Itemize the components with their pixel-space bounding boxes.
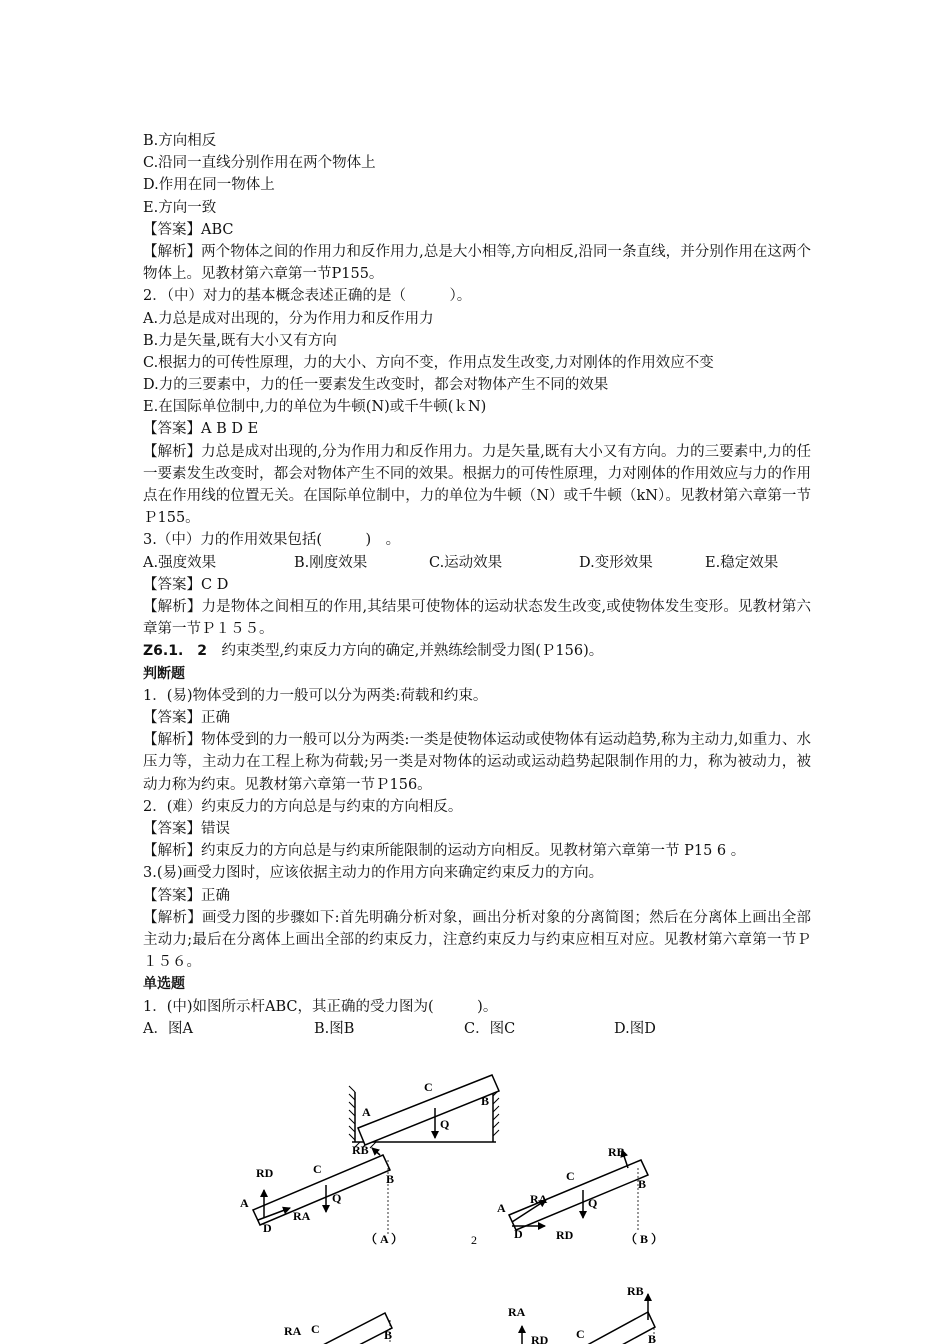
explanation-paragraph: 【解析】物体受到的力一般可以分为两类:一类是使物体运动或使物体有运动趋势,称为主动力,如重力、水压力等，主动力在工程上称为荷载;另一类是对物体的运动或运动趋势起限制作用的力，称为被动力，被动力称为约束。见教材第六章第一节Ｐ156。 bbox=[143, 732, 811, 793]
label: RA bbox=[530, 1192, 548, 1206]
diagram-b bbox=[497, 1145, 663, 1246]
label: RD bbox=[256, 1166, 274, 1180]
diagram-c bbox=[284, 1313, 392, 1344]
label: RD bbox=[531, 1333, 549, 1344]
caption: （ A ） bbox=[365, 1232, 404, 1246]
option-line: E.在国际单位制中,力的单位为牛顿(N)或千牛顿(ｋN) bbox=[143, 399, 487, 416]
question-line: 3.(易)画受力图时，应该依据主动力的作用方向来确定约束反力的方向。 bbox=[143, 865, 604, 882]
label: RB bbox=[608, 1145, 625, 1159]
label: RD bbox=[556, 1228, 574, 1242]
caption: （ B ） bbox=[625, 1232, 664, 1246]
question-line: 1．(易)物体受到的力一般可以分为两类:荷载和约束。 bbox=[143, 687, 488, 704]
option-c: C.运动效果 bbox=[429, 554, 503, 571]
label: Q bbox=[588, 1196, 598, 1210]
explanation-paragraph: 【解析】两个物体之间的作用力和反作用力,总是大小相等,方向相反,沿同一条直线，并分别作用在这两个物体上。见教材第六章第一节P155。 bbox=[143, 243, 811, 283]
diagram-d bbox=[508, 1284, 656, 1344]
label: RA bbox=[508, 1305, 526, 1319]
option-b: B.刚度效果 bbox=[294, 554, 368, 571]
label: C bbox=[313, 1162, 322, 1176]
option-line: E.方向一致 bbox=[143, 199, 217, 216]
option-c: C．图C bbox=[464, 1020, 516, 1037]
label: RB bbox=[627, 1284, 644, 1298]
label: B bbox=[648, 1332, 657, 1344]
answer-line: 【答案】C D bbox=[143, 576, 229, 593]
figure-number: 2 bbox=[471, 1233, 477, 1247]
option-line: B.力是矢量,既有大小又有方向 bbox=[143, 332, 337, 349]
option-line: C.沿同一直线分别作用在两个物体上 bbox=[143, 155, 376, 172]
option-e: E.稳定效果 bbox=[705, 554, 779, 571]
option-line: B.方向相反 bbox=[143, 133, 217, 149]
label: RA bbox=[293, 1209, 311, 1223]
label: Q bbox=[440, 1117, 450, 1131]
label: C bbox=[566, 1169, 575, 1183]
answer-line: 【答案】正确 bbox=[143, 887, 230, 904]
original-structure bbox=[349, 1075, 499, 1148]
label: B bbox=[481, 1094, 490, 1108]
label: B bbox=[638, 1177, 647, 1191]
question-line: 2．（中）对力的基本概念表述正确的是（ ）。 bbox=[143, 288, 472, 305]
explanation-paragraph: 【解析】画受力图的步骤如下:首先明确分析对象，画出分析对象的分离简图；然后在分离体上画出全部主动力;最后在分离体上画出全部的约束反力，注意约束反力与约束应相互对应。见教材第六章第一节Ｐ１５６。 bbox=[143, 909, 811, 971]
diagram-a bbox=[240, 1143, 403, 1246]
question-line: 2．(难）约束反力的方向总是与约束的方向相反。 bbox=[143, 798, 463, 815]
label: B bbox=[384, 1328, 393, 1342]
label: A bbox=[362, 1105, 371, 1119]
judge-heading: 判断题 bbox=[143, 665, 185, 682]
option-line: D.力的三要素中，力的任一要素发生改变时，都会对物体产生不同的效果 bbox=[143, 377, 609, 394]
answer-line: 【答案】错误 bbox=[143, 820, 230, 837]
label: Q bbox=[332, 1191, 342, 1205]
label: RB bbox=[352, 1143, 369, 1157]
label: C bbox=[424, 1080, 433, 1094]
label: C bbox=[576, 1327, 585, 1341]
option-line: C.根据力的可传性原理，力的大小、方向不变，作用点发生改变,力对刚体的作用效应不变 bbox=[143, 354, 714, 371]
label: B bbox=[386, 1172, 395, 1186]
single-choice-heading: 单选题 bbox=[143, 976, 185, 993]
section-code: Z6.1. 2 bbox=[143, 643, 208, 660]
explanation-paragraph: 【解析】力总是成对出现的,分为作用力和反作用力。力是矢量,既有大小又有方向。力的三要素中,力的任一要素发生改变时，都会对物体产生不同的效果。根据力的可传性原理，力对刚体的作用效应与力的作用点在作用线的位置无关。在国际单位制中，力的单位为牛顿（N）或千牛顿（kN）。见教材第六章第一节Ｐ155。 bbox=[143, 443, 811, 527]
label: D bbox=[263, 1221, 272, 1235]
option-line: D.作用在同一物体上 bbox=[143, 177, 275, 194]
explanation-paragraph: 【解析】力是物体之间相互的作用,其结果可使物体的运动状态发生改变,或使物体发生变形。见教材第六章第一节Ｐ１５５。 bbox=[143, 599, 811, 638]
section-title: 约束类型,约束反力方向的确定,并熟练绘制受力图(Ｐ156)。 bbox=[207, 643, 604, 660]
label: D bbox=[514, 1227, 523, 1241]
option-a: A.强度效果 bbox=[143, 554, 217, 571]
answer-line: 【答案】正确 bbox=[143, 710, 230, 726]
label: A bbox=[497, 1201, 506, 1215]
answer-line: 【答案】ABC bbox=[143, 221, 234, 238]
option-d: D.图D bbox=[614, 1020, 656, 1037]
label: RA bbox=[284, 1324, 302, 1338]
label: C bbox=[311, 1322, 320, 1336]
option-a: A．图A bbox=[143, 1020, 193, 1037]
answer-line: 【答案】A B D E bbox=[143, 421, 259, 438]
question-line: 3.（中）力的作用效果包括( ) 。 bbox=[143, 532, 401, 549]
option-line: A.力总是成对出现的，分为作用力和反作用力 bbox=[143, 310, 434, 327]
explanation-paragraph: 【解析】约束反力的方向总是与约束所能限制的运动方向相反。见教材第六章第一节 P15 6 。 bbox=[143, 843, 746, 860]
option-b: B.图B bbox=[314, 1020, 355, 1037]
label: A bbox=[240, 1196, 249, 1210]
option-d: D.变形效果 bbox=[579, 554, 653, 571]
question-line: 1．(中)如图所示杆ABC，其正确的受力图为( )。 bbox=[143, 998, 498, 1015]
